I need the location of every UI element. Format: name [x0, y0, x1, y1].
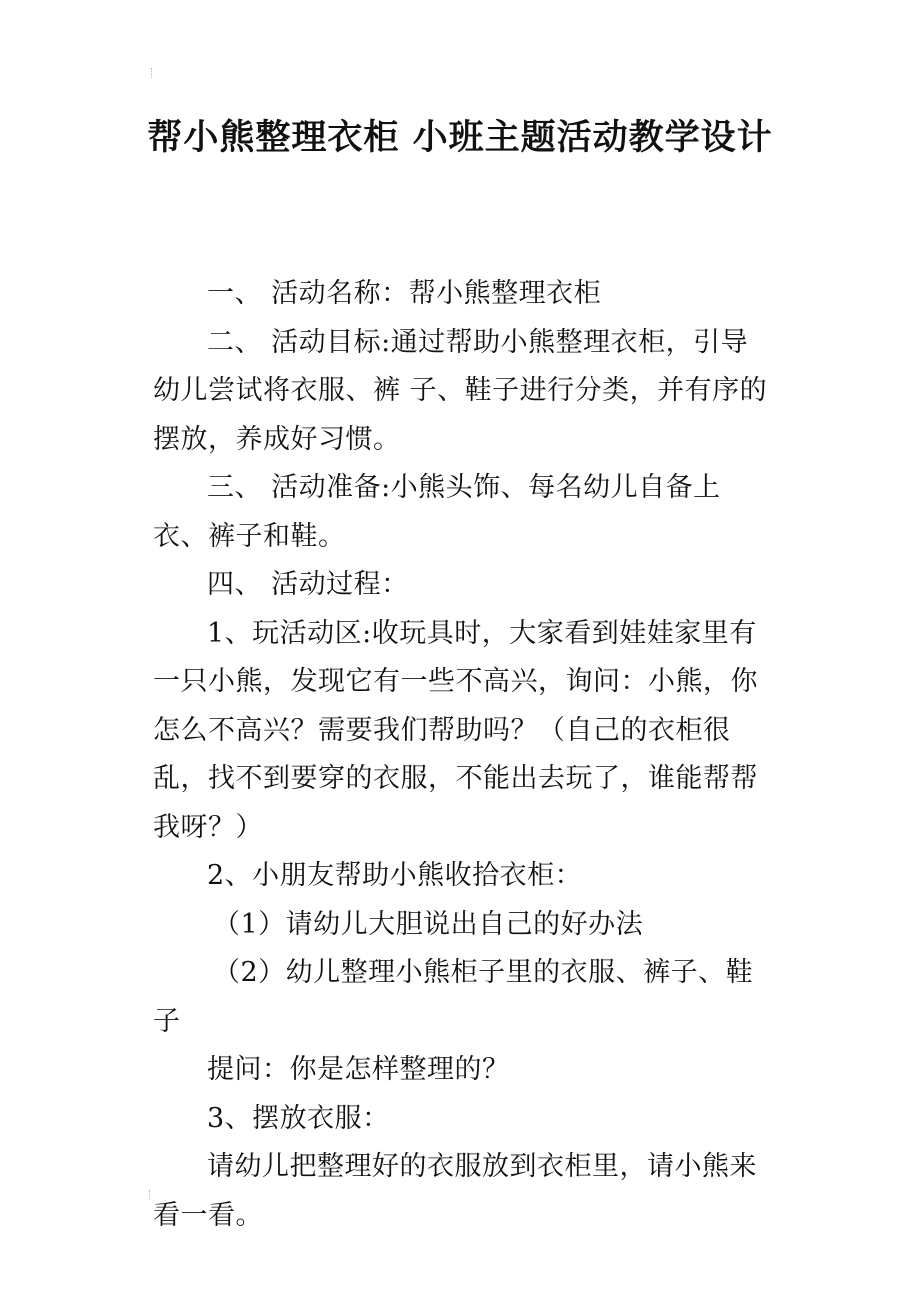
scan-mark — [149, 1190, 154, 1200]
paragraph-step-2: 2、小朋友帮助小熊收拾衣柜： — [207, 860, 583, 891]
paragraph-activity-prep: 三、 活动准备:小熊头饰、每名幼儿自备上衣、裤子和鞋。 — [153, 472, 721, 552]
document-body — [153, 270, 773, 1240]
document-title: 帮小熊整理衣柜 小班主题活动教学设计 — [147, 118, 773, 158]
paragraph-step-2-2: （2）幼儿整理小熊柜子里的衣服、裤子、鞋子 — [153, 957, 754, 1037]
paragraph-step-3: 3、摆放衣服： — [207, 1102, 390, 1134]
paragraph-activity-process: 四、 活动过程： — [207, 569, 409, 600]
paragraph-step-1: 1、玩活动区:收玩具时，大家看到娃娃家里有一只小熊，发现它有一些不高兴，询问：小熊，你怎么不高兴？需要我们帮助吗？（自己的衣柜很乱，找不到要穿的衣服，不能出去玩了，谁能帮帮我呀？） — [153, 617, 758, 843]
paragraph-step-2-1: （1）请幼儿大胆说出自己的好办法 — [213, 908, 644, 940]
paragraph-step-3-detail: 请幼儿把整理好的衣服放到衣柜里，请小熊来看一看。 — [153, 1151, 757, 1231]
paragraph-activity-goal: 二、 活动目标:通过帮助小熊整理衣柜，引导幼儿尝试将衣服、裤 子、鞋子进行分类，并有序的摆放，养成好习惯。 — [153, 326, 768, 455]
paragraph-question: 提问：你是怎样整理的？ — [207, 1054, 510, 1085]
scan-mark — [151, 68, 156, 78]
paragraph-activity-name: 一、 活动名称：帮小熊整理衣柜 — [207, 278, 602, 309]
